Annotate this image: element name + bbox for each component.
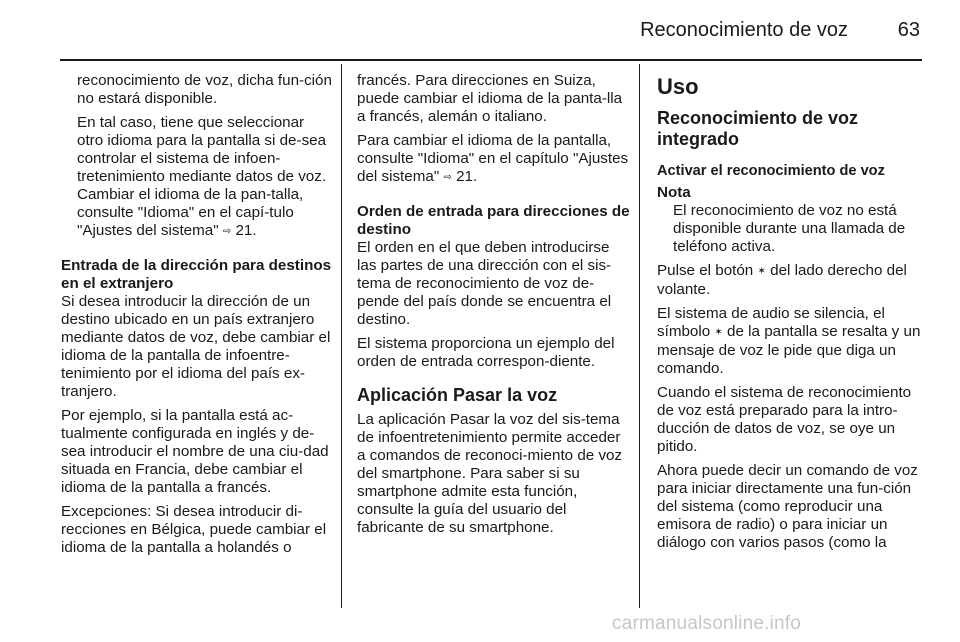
subheading-activate: Activar el reconocimiento de voz — [657, 163, 885, 179]
paragraph-example: Por ejemplo, si la pantalla está ac-tualmente configurada en inglés y de-sea introducir el nombre de una ciu-dad situada en Francia, debe cambiar el idioma de la pantalla a francés. — [61, 407, 329, 496]
paragraph-language-change: En tal caso, tiene que seleccionar otro idioma para la pantalla si de-sea controlar el sistema de infoen-tretenimiento mediante datos de voz. Cambiar el idioma de la pan-talla, consulte "Idioma" en el capí-tulo "Ajustes del sistema" ⇨ 21. — [77, 114, 327, 239]
paragraph-press-button: Pulse el botón ✶ del lado derecho del volante. — [657, 262, 907, 298]
paragraph-audio-muted: El sistema de audio se silencia, el símbolo ✶ de la pantalla se resalta y un mensaje de voz le pide que diga un comando. — [657, 305, 921, 377]
page-reference-icon: ⇨ — [222, 226, 232, 237]
paragraph-switzerland: francés. Para direcciones en Suiza, puede cambiar el idioma de la panta-lla a francés, alemán o italiano. — [357, 72, 623, 125]
page-reference[interactable]: 21. — [456, 168, 478, 185]
subheading-foreign-destination: Entrada de la dirección para destinos en el extranjero — [61, 257, 332, 292]
voice-button-icon: ✶ — [714, 327, 723, 338]
paragraph-entry-order: El orden en el que deben introducirse las partes de una dirección con el sis-tema de reconocimiento de voz de-pende del país donde se encuentra el destino. — [357, 239, 612, 328]
page-reference[interactable]: 21. — [235, 222, 257, 239]
column-divider-2 — [639, 64, 640, 608]
heading-integrated-recognition: Reconocimiento de voz integrado — [657, 108, 859, 149]
column-divider-1 — [341, 64, 342, 608]
subheading-entry-order: Orden de entrada para direcciones de destino — [357, 203, 630, 238]
voice-button-icon: ✶ — [757, 266, 766, 277]
column-3 — [657, 72, 921, 558]
paragraph-voice-command: Ahora puede decir un comando de voz para iniciar directamente una fun-ción del sistema (como reproducir una emisora de radio) o para iniciar un diálogo con varios pasos (como la — [657, 462, 918, 551]
paragraph-example-order: El sistema proporciona un ejemplo del orden de entrada correspon-diente. — [357, 335, 615, 370]
page-reference-icon: ⇨ — [443, 172, 452, 183]
column-1 — [61, 72, 333, 563]
heading-uso: Uso — [657, 74, 699, 99]
page-number: 63 — [897, 19, 920, 41]
paragraph-ready-beep: Cuando el sistema de reconocimiento de voz está preparado para la intro-ducción de datos de voz, se oye un pitido. — [657, 384, 912, 455]
header-rule — [60, 59, 922, 61]
note-text: El reconocimiento de voz no está disponible durante una llamada de teléfono activa. — [673, 202, 906, 255]
paragraph-exceptions: Excepciones: Si desea introducir di-recciones en Bélgica, puede cambiar el idioma de la pantalla a holandés o — [61, 503, 327, 556]
paragraph-foreign-address: Si desea introducir la dirección de un destino ubicado en un país extranjero mediante datos de voz, debe cambiar el idioma de la pantalla de infoentre-tenimiento por el idioma del país ex-tranjero. — [61, 293, 331, 400]
column-2 — [357, 72, 632, 543]
paragraph-continuation: reconocimiento de voz, dicha fun-ción no estará disponible. — [77, 72, 332, 107]
watermark: carmanualsonline.info — [612, 613, 802, 634]
paragraph-voice-passthrough: La aplicación Pasar la voz del sis-tema de infoentretenimiento permite acceder a comandos de reconoci-miento de voz del smartphone. Para saber si su smartphone admite esta función, consulte la guía del usuario del fabricante de su smartphone. — [357, 411, 623, 536]
heading-voice-passthrough: Aplicación Pasar la voz — [357, 385, 558, 405]
note-label: Nota — [657, 184, 691, 201]
page-header-title: Reconocimiento de voz — [640, 19, 848, 41]
paragraph-display-language: Para cambiar el idioma de la pantalla, consulte "Idioma" en el capítulo "Ajustes del sistema" ⇨ 21. — [357, 132, 629, 185]
